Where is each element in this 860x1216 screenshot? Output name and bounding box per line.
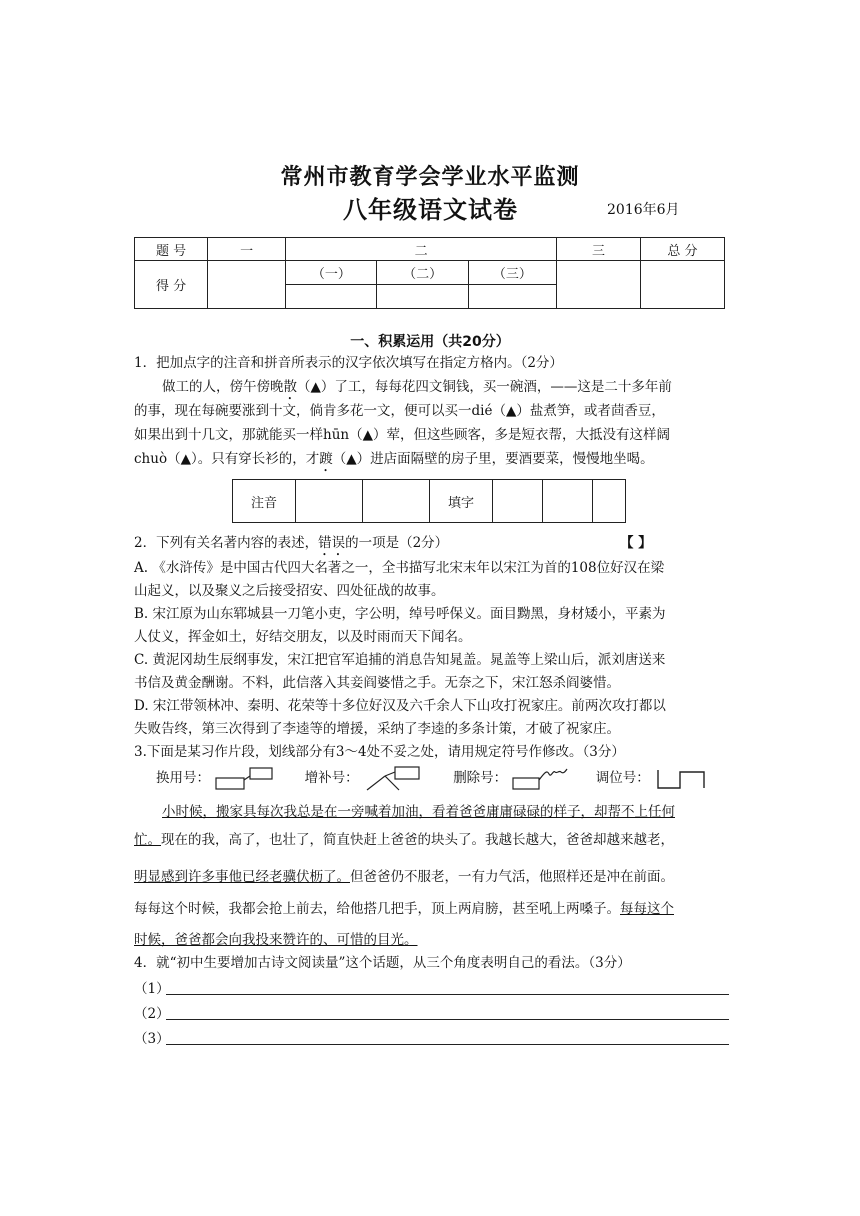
q1-label-char: 填字 — [430, 480, 493, 523]
q3-passage-line5: 时候，爸爸都会向我投来赞许的、可惜的目光。 — [134, 932, 418, 948]
q1-passage-line3: 如果出到十几文，那就能买一样hūn（▲）荤，但这些顾客，多是短衣帮，大抵没有这样阔 — [134, 427, 670, 443]
q2-option-c-line1: C. 黄泥冈劫生辰纲事发，宋江把官军追捕的消息告知晁盖。晁盖等上梁山后，派刘唐送来 — [134, 652, 666, 668]
delete-mark-icon — [511, 766, 573, 792]
q3-passage-line4: 每每这个时候，我都会抢上前去，给他搭几把手，顶上两肩膀，甚至吼上两嗓子。每每这个 — [134, 901, 674, 917]
q1-answer-table — [232, 479, 626, 523]
q4-stem: 4．就“初中生要增加古诗文阅读量”这个话题，从三个角度表明自己的看法。（3分） — [134, 955, 631, 971]
score-header-part2: 二 — [286, 238, 557, 261]
q2-answer-bracket[interactable]: 【 】 — [620, 535, 652, 551]
exam-date: 2016年6月 — [607, 202, 680, 218]
q1-stem: 1．把加点字的注音和拼音所表示的汉字依次填写在指定方格内。（2分） — [134, 355, 563, 371]
q4-answer-line-2[interactable] — [166, 1018, 729, 1020]
q2-option-b-line2: 人仗义，挥金如土，好结交朋友，以及时雨而天下闻名。 — [134, 629, 472, 645]
q2-option-a-line1: A. 《水浒传》是中国古代四大名著之一，全书描写北宋末年以宋江为首的108位好汉在梁 — [134, 560, 665, 576]
q1-answer-cell-3[interactable] — [493, 480, 543, 523]
q1-passage-line4: chuò（▲）。只有穿长衫的，才踱（▲）进店面隔壁的房子里，要酒要菜，慢慢地坐喝。 — [134, 451, 654, 467]
q2-option-a-line2: 山起义，以及聚义之后接受招安、四处征战的故事。 — [134, 583, 445, 599]
q3-symbol-legend — [156, 764, 736, 792]
q4-answer-line-3[interactable] — [166, 1043, 729, 1045]
symbol-replace-label: 换用号： — [156, 770, 210, 786]
section-title: 一、积累运用（共20分） — [350, 334, 510, 350]
score-header-part1: 一 — [208, 238, 286, 261]
q1-passage-line1: 做工的人，傍午傍晚散（▲）了工，每每花四文铜钱，买一碗酒，——这是二十多年前 — [162, 379, 672, 395]
exam-title: 八年级语文试卷 — [343, 196, 518, 224]
q4-item-3-label: （3） — [134, 1031, 170, 1047]
score-header-part3: 三 — [557, 238, 641, 261]
q3-passage-line2: 忙。现在的我，高了，也壮了，简直快赶上爸爸的块头了。我越长越大，爸爸却越来越老， — [134, 832, 674, 848]
q3-passage-line1: 小时候，搬家具每次我总是在一旁喊着加油，看着爸爸庸庸碌碌的样子，却帮不上任何 — [162, 804, 675, 820]
exam-title-org: 常州市教育学会学业水平监测 — [280, 165, 580, 190]
q1-answer-cell-4[interactable] — [543, 480, 593, 523]
replace-mark-icon — [214, 766, 276, 792]
q1-answer-cell-1[interactable] — [296, 480, 363, 523]
q1-answer-cell-5[interactable] — [593, 480, 626, 523]
score-cell-sub2[interactable] — [377, 285, 468, 309]
symbol-delete-label: 删除号： — [453, 770, 508, 786]
score-cell-part3[interactable] — [557, 261, 641, 309]
insert-mark-icon — [363, 766, 425, 792]
q1-passage-line2: 的事，现在每碗要涨到十文，倘肯多花一文，便可以买一dié（▲）盐煮笋，或者茴香豆， — [134, 403, 665, 419]
score-header-total: 总 分 — [640, 238, 724, 261]
q4-item-2-label: （2） — [134, 1006, 170, 1022]
score-sub-3: （三） — [468, 261, 556, 285]
q2-option-b-line1: B. 宋江原为山东郓城县一刀笔小吏，字公明，绰号呼保义。面目黝黑，身材矮小，平素为 — [134, 606, 666, 622]
score-cell-total[interactable] — [640, 261, 724, 309]
q1-answer-cell-2[interactable] — [363, 480, 430, 523]
score-table — [134, 237, 725, 309]
score-row-label: 得 分 — [135, 261, 208, 309]
symbol-swap-label: 调位号： — [595, 770, 650, 786]
q4-item-1-label: （1） — [134, 981, 170, 997]
q2-stem: 2．下列有关名著内容的表述，错误的一项是（2分） — [134, 535, 449, 551]
q3-stem: 3.下面是某习作片段，划线部分有3～4处不妥之处，请用规定符号作修改。（3分） — [134, 744, 625, 760]
q2-option-c-line2: 书信及黄金酬谢。不料，此信落入其妾阎婆惜之手。无奈之下，宋江怒杀阎婆惜。 — [134, 675, 620, 691]
q4-answer-line-1[interactable] — [166, 993, 729, 995]
score-sub-1: （一） — [286, 261, 377, 285]
score-sub-2: （二） — [377, 261, 468, 285]
q1-label-pinyin: 注音 — [233, 480, 296, 523]
score-cell-sub1[interactable] — [286, 285, 377, 309]
swap-mark-icon — [654, 766, 710, 792]
q2-option-d-line1: D. 宋江带领林冲、秦明、花荣等十多位好汉及六千余人下山攻打祝家庄。前两次攻打都以 — [134, 698, 666, 714]
symbol-insert-label: 增补号： — [304, 770, 359, 786]
score-cell-part1[interactable] — [208, 261, 286, 309]
q3-passage-line3: 明显感到许多事他已经老骥伏枥了。但爸爸仍不服老，一有力气活，他照样还是冲在前面。 — [134, 869, 674, 885]
score-header-label: 题 号 — [135, 238, 208, 261]
q2-option-d-line2: 失败告终，第三次得到了李逵等的增援，采纳了李逵的多条计策，才破了祝家庄。 — [134, 721, 620, 737]
score-cell-sub3[interactable] — [468, 285, 556, 309]
